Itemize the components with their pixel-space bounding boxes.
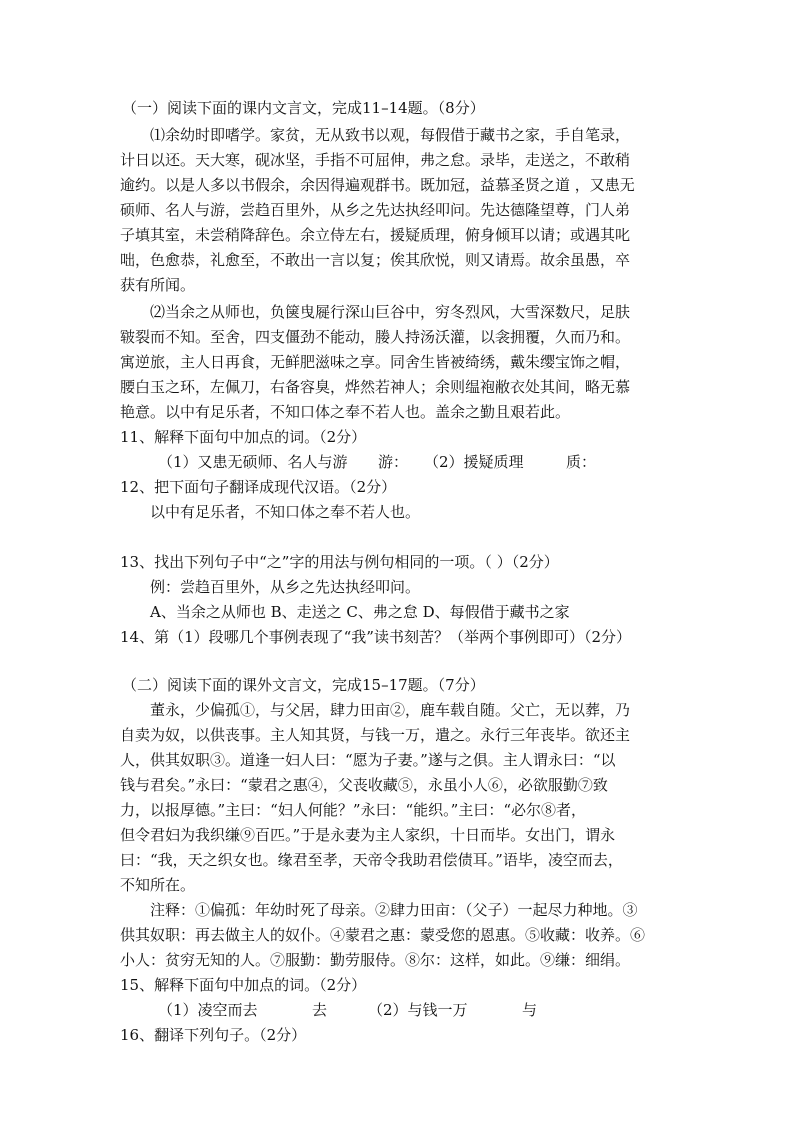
q15-item-2-word: 与 bbox=[522, 1001, 538, 1019]
passage-line: 曰：“我，天之织女也。缘君至孝，天帝令我助君偿债耳。”语毕，凌空而去， bbox=[120, 851, 623, 869]
para2-line: 艳意。以中有足乐者，不知口体之奉不若人也。盖余之勤且艰若此。 bbox=[120, 403, 571, 421]
para1-line: 逾约。以是人多以书假余，余因得遍观群书。既加冠，益慕圣贤之道 ，又患无 bbox=[120, 176, 635, 194]
passage-line: 力，以报厚德。”主曰：“妇人何能？”永曰：“能织。”主曰：“必尔⑧者， bbox=[120, 801, 587, 819]
notes-line: 注释：①偏孤：年幼时死了母亲。②肆力田亩：（父子）一起尽力种地。③ bbox=[150, 901, 638, 919]
para1-line: 计日以还。天大寒，砚冰坚，手指不可屈伸，弗之怠。录毕，走送之，不敢稍 bbox=[120, 151, 631, 169]
para2-line: 寓逆旅，主人日再食，无鲜肥滋味之享。同舍生皆被绮绣，戴朱缨宝饰之帽， bbox=[120, 353, 631, 371]
q15-title: 15、解释下面句中加点的词。（2分） bbox=[120, 976, 367, 994]
q16-title: 16、翻译下列句子。（2分） bbox=[120, 1026, 307, 1044]
para1-line: 咄，色愈恭，礼愈至，不敢出一言以复；俟其欣悦，则又请焉。故余虽愚，卒 bbox=[120, 251, 631, 269]
q11-title: 11、解释下面句中加点的词。（2分） bbox=[120, 428, 367, 446]
q12-sentence: 以中有足乐者，不知口体之奉不若人也。 bbox=[150, 503, 421, 521]
para2-line: ⑵当余之从师也，负箧曳屣行深山巨谷中，穷冬烈风，大雪深数尺，足肤 bbox=[150, 303, 631, 321]
passage-line: 不知所在。 bbox=[120, 876, 196, 894]
section2-heading: （二）阅读下面的课外文言文，完成15–17题。（7分） bbox=[122, 676, 485, 694]
passage-line: 钱与君矣。”永曰：“蒙君之惠④，父丧收藏⑤，永虽小人⑥，必欲服勤⑦致 bbox=[120, 776, 608, 794]
passage-line: 人，供其奴职③。道逢一妇人曰：“愿为子妻。”遂与之俱。主人谓永曰：“以 bbox=[120, 751, 616, 769]
para2-line: 腰白玉之环，左佩刀，右备容臭，烨然若神人；余则缊袍敝衣处其间，略无慕 bbox=[120, 378, 631, 396]
q12-title: 12、把下面句子翻译成现代汉语。（2分） bbox=[120, 478, 397, 496]
q13-title: 13、找出下列句子中“之”字的用法与例句相同的一项。（ ）（2分） bbox=[120, 553, 559, 571]
q15-item-1-word: 去 bbox=[312, 1001, 328, 1019]
q15-item-2: （2）与钱一万 bbox=[368, 1001, 468, 1019]
q11-item-2-word: 质： bbox=[566, 453, 597, 471]
para1-line: ⑴余幼时即嗜学。家贫，无从致书以观，每假借于藏书之家，手自笔录， bbox=[150, 126, 631, 144]
q13-options: A、当余之从师也 B、走送之 C、弗之怠 D、每假借于藏书之家 bbox=[150, 603, 570, 621]
passage-line: 董永，少偏孤①，与父居，肆力田亩②，鹿车载自随。父亡，无以葬，乃 bbox=[150, 701, 631, 719]
passage-line: 自卖为奴，以供丧事。主人知其贤，与钱一万，遣之。永行三年丧毕。欲还主 bbox=[120, 726, 631, 744]
section1-heading: （一）阅读下面的课内文言文，完成11–14题。（8分） bbox=[122, 99, 485, 117]
q15-item-1: （1）凌空而去 bbox=[158, 1001, 258, 1019]
notes-line: 供其奴职：再去做主人的奴仆。④蒙君之惠：蒙受您的恩惠。⑤收藏：收养。⑥ bbox=[120, 926, 646, 944]
q13-example: 例：尝趋百里外，从乡之先达执经叩问。 bbox=[150, 578, 421, 596]
q11-item-2: （2）援疑质理 bbox=[424, 453, 524, 471]
para1-line: 获有所闻。 bbox=[120, 276, 196, 294]
q11-item-1: （1）又患无硕师、名人与游 bbox=[158, 453, 348, 471]
para1-line: 硕师、名人与游，尝趋百里外，从乡之先达执经叩问。先达德隆望尊，门人弟 bbox=[120, 201, 631, 219]
passage-line: 但令君妇为我织缣⑨百匹。”于是永妻为主人家织，十日而毕。女出门，谓永 bbox=[120, 826, 616, 844]
q14-title: 14、第（1）段哪几个事例表现了“我”读书刻苦？（举两个事例即可）（2分） bbox=[120, 628, 632, 646]
para2-line: 皲裂而不知。至舍，四支僵劲不能动，媵人持汤沃灌，以衾拥覆，久而乃和。 bbox=[120, 328, 631, 346]
para1-line: 子填其室，未尝稍降辞色。余立侍左右，援疑质理，俯身倾耳以请；或遇其叱 bbox=[120, 226, 631, 244]
notes-line: 小人：贫穷无知的人。⑦服勤：勤劳服侍。⑧尔：这样，如此。⑨缣：细绢。 bbox=[120, 951, 631, 969]
q11-item-1-word: 游： bbox=[378, 453, 409, 471]
